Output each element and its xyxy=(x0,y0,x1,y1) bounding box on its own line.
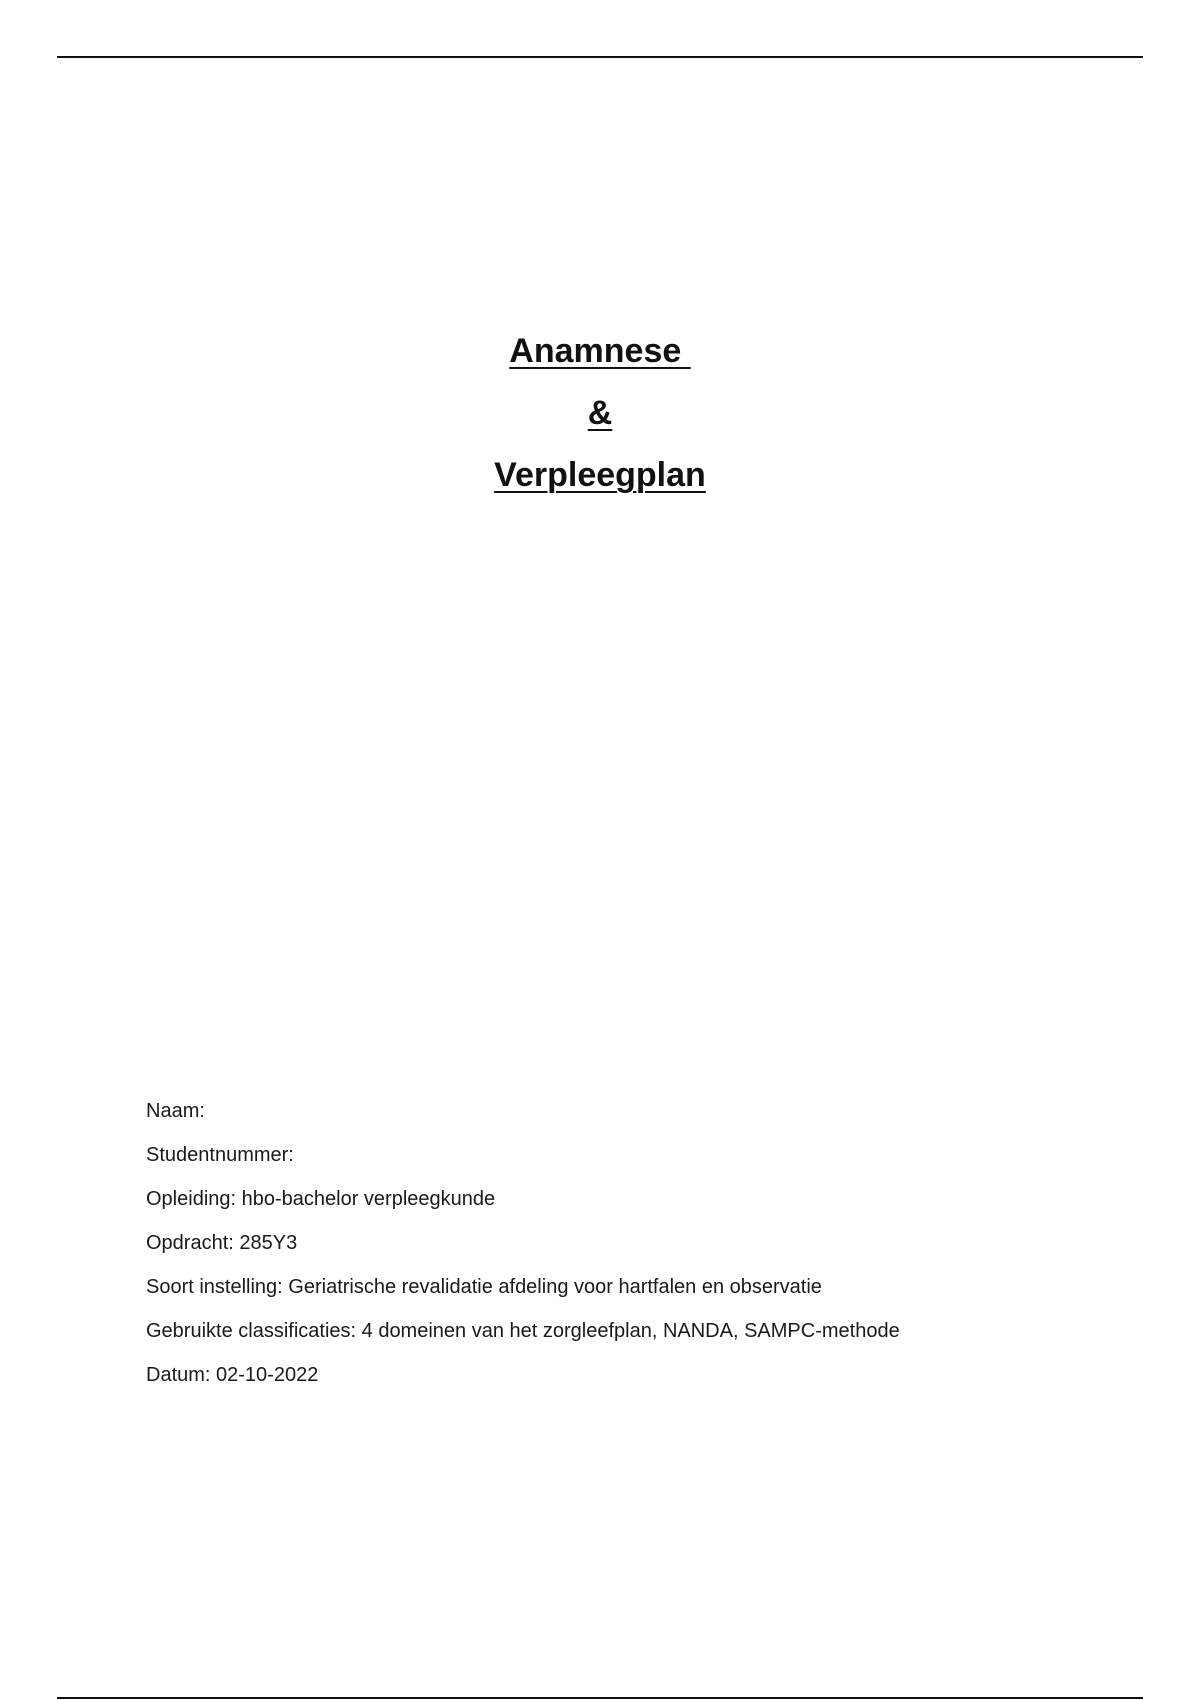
title-line-verpleegplan xyxy=(0,444,1200,506)
meta-classificaties: Gebruikte classificaties: 4 domeinen van het zorgleefplan, NANDA, SAMPC-methode xyxy=(146,1320,900,1342)
title-line-anamnese xyxy=(0,320,1200,382)
title-text-ampersand: & xyxy=(587,394,613,432)
title-text-anamnese: Anamnese xyxy=(509,332,691,370)
bottom-rule xyxy=(57,1697,1143,1699)
top-rule xyxy=(57,56,1143,58)
meta-soort-instelling: Soort instelling: Geriatrische revalidatie afdeling voor hartfalen en observatie xyxy=(146,1276,822,1298)
meta-opdracht: Opdracht: 285Y3 xyxy=(146,1232,298,1254)
meta-naam: Naam: xyxy=(146,1100,205,1122)
title-block xyxy=(0,320,1200,506)
meta-datum: Datum: 02-10-2022 xyxy=(146,1364,319,1386)
title-line-ampersand xyxy=(0,382,1200,444)
meta-opleiding: Opleiding: hbo-bachelor verpleegkunde xyxy=(146,1188,496,1210)
title-text-verpleegplan: Verpleegplan xyxy=(494,456,706,494)
meta-studentnummer: Studentnummer: xyxy=(146,1144,294,1166)
meta-block xyxy=(146,1089,1146,1397)
